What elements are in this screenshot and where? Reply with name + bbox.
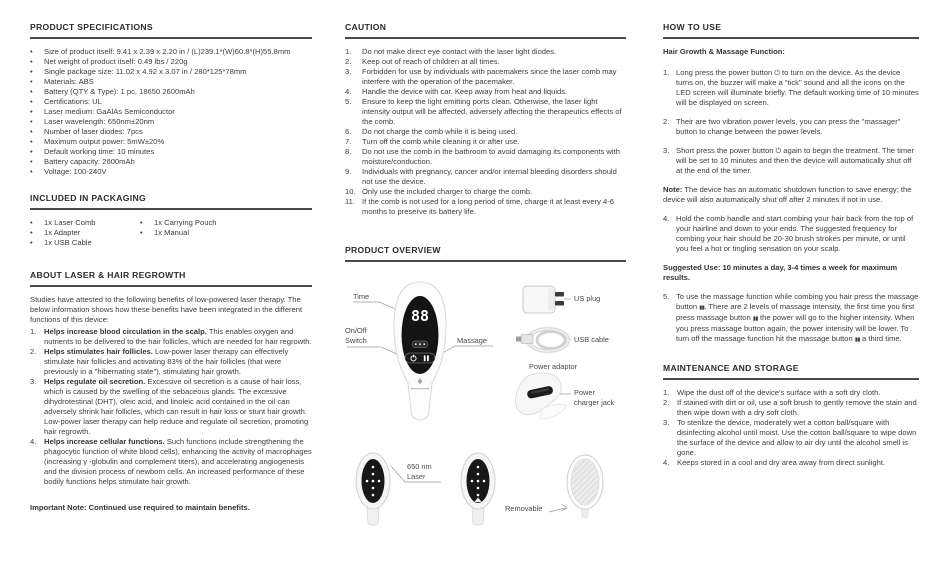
list-item: • Number of laser diodes: 7pcs [30,127,143,136]
us-plug-illustration [523,286,564,313]
list-item: 2. If stained with dirt or oil, use a soft brush to gently remove the stain and then wipe down with a dry soft cloth. [663,398,917,417]
list-item: • Maximum output power: 5mW±20% [30,137,165,146]
section-heading: PRODUCT SPECIFICATIONS [30,22,312,39]
caution-list [345,47,626,217]
list-item: 10. Only use the included charger to charge the comb. [345,187,533,196]
list-item: 11. If the comb is not used for a long period of time, charge it at least every 4-6 months to preserve its battery life. [345,197,614,216]
section-heading: CAUTION [345,22,626,39]
list-item: 4. Handle the device with car. Keep away from heat and liquids. [345,87,568,96]
packaging-list-2 [140,218,216,248]
power-jack-illustration [516,373,567,419]
how-to-use-section [663,22,919,345]
list-item: 3. To sterilize the device, moderately wet a cotton ball/square with disinfecting alcohol until moist. Use the cotton ball/square to wipe down the surface of the device and allow to air dry until the alcohol smell is gone. [663,418,917,457]
label-power-adaptor: Power adaptor [529,362,578,371]
list-item: • 1x Manual [140,228,190,237]
list-item: 4. Keeps stored in a cool and dry area away from direct sunlight. [663,458,886,467]
packaging-lists [30,218,312,248]
product-overview-diagram [345,270,626,562]
list-item: • Size of product itself: 9.41 x 2.39 x 2.20 in / (L)239.1*(W)60.8*(H)55.8mm [30,47,291,56]
section-heading: INCLUDED IN PACKAGING [30,193,312,210]
massage-icon: ▮▮ [699,304,705,311]
list-item: 2. Keep out of reach of children at all times. [345,57,500,66]
list-item: • Net weight of product itself: 0.49 lbs / 220g [30,57,188,66]
list-item: 9. Individuals with pregnancy, cancer and/or internal bleeding disorders should not use the device. [345,167,617,186]
product-specifications-section [30,22,312,177]
list-item: • 1x USB Cable [30,238,92,247]
massage-icon: ▮▮ [854,336,860,343]
label-onoff-switch: On/Off Switch [345,326,367,345]
list-item: 1. Helps increase blood circulation in the scalp. This enables oxygen and nutrients to be delivered to the hair follicles, which are needed for hair regrowth. [30,327,312,346]
important-note: Important Note: Continued use required to maintain benefits. [30,503,250,512]
list-item: • Laser medium: GaAlAs Semiconductor [30,107,175,116]
display-digits: 88 [410,307,430,325]
maintenance-section [663,363,919,468]
howto-steps [663,68,919,345]
product-overview-section [345,245,626,562]
list-item: • Materials: ABS [30,77,94,86]
label-650nm-laser: 650 nm Laser [407,462,432,481]
power-icon: ⏻ [775,147,782,155]
list-item: 1. Do not make direct eye contact with the laser light diodes. [345,47,557,56]
massage-icon: ▮▮ [752,315,758,322]
section-heading: HOW TO USE [663,22,919,39]
caution-section [345,22,626,217]
maintenance-list [663,388,919,468]
diagram-artwork [345,270,626,562]
packaging-list-1 [30,218,122,248]
list-item: 3. Forbidden for use by individuals with pacemakers since the laser comb may interfere with the operation of the pacemaker. [345,67,617,86]
howto-step: 4. Hold the comb handle and start combing your hair back from the top of your hairline and down to your ends. The suggested frequency for combing your hair should be 20-30 brush strokes per minute, or until you feel a hot or tingling sensation on your scalp. [663,214,914,253]
list-item: 4. Helps increase cellular functions. Such functions include strengthening the phagocytic function of white blood cells), enhancing the activity of macrophages (increasing γ -globulin and complement titers), and accelerating angiogenesis and the division process of newborn cells. An increased performance of these bodily functions helps stimulate hair growth. [30,437,312,486]
list-item: 1. Wipe the dust off of the device's surface with a soft dry cloth. [663,388,881,397]
section-heading: MAINTENANCE AND STORAGE [663,363,919,380]
list-item: • 1x Adapter [30,228,81,237]
list-item: 2. Helps stimulates hair follicles. Low-power laser therapy can effectively stimulate hair follicles and activating 83% of the hair follicles (that were previously in a "hibernating state"), stimulating hair growth. [30,347,289,376]
list-item: • Battery (QTY & Type): 1 pc, 18650 2600mAh [30,87,195,96]
laser-comb-illustration [394,282,446,420]
list-item: • Single package size: 11.02 x 4.92 x 3.07 in / 280*125*78mm [30,67,247,76]
list-item: • Laser wavelength: 650nm±20nm [30,117,155,126]
howto-note: Note: The device has an automatic shutdown function to save energy; the device will also automatically shut off after 2 minutes if not in use. [663,185,912,204]
label-usb-cable: USB cable [574,335,609,344]
right-column [663,22,919,468]
list-item: • Default working time: 10 minutes [30,147,155,156]
usb-cable-illustration [516,329,568,351]
label-time: Time [353,292,370,301]
list-item: 7. Turn off the comb while cleaning it or after use. [345,137,520,146]
howto-step: 5. To use the massage function while combing you hair press the massage button ▮▮. There are 2 levels of massage intensity, the first time you first press massage button ▮▮ the power will go to the higher intensity. When you press massage button again, the power intensity will be lower. To turn off the massage function hit the massage button ▮▮ a third time. [663,292,919,343]
label-us-plug: US plug [574,294,601,303]
about-list [30,327,312,487]
list-item: • Voltage: 100-240V [30,167,107,176]
list-item: • 1x Laser Comb [30,218,96,227]
howto-step: 1. Long press the power button ⏻ to turn on the device. As the device turns on, the buzzer will make a "tick" sound and all the icons on the LED screen will illuminate briefly. The default working time of 10 minutes will be displayed on screen. [663,68,919,107]
list-item: 8. Do not use the comb in the bathroom to avoid damaging its components with moisture/conduction. [345,147,620,166]
head-without-pad-illustration [461,453,495,525]
about-laser-section [30,270,312,513]
included-in-packaging-section [30,193,312,248]
control-pill-button [405,353,435,363]
middle-column [345,22,626,562]
howto-step: 2. Their are two vibration power levels, you can press the "massager" button to change between the power levels. [663,117,901,136]
label-power-charger-jack: Power charger jack [574,388,615,407]
list-item: 6. Do not charge the comb while it is being used. [345,127,518,136]
removable-pad-illustration [567,455,603,518]
howto-step: 3. Short press the power button ⏻ again to begin the treatment. The timer will be set to 10 minutes and then the device will automatically shut off at the end of the timer. [663,146,914,175]
list-item: 3. Helps regulate oil secretion. Excessive oil secretion is a cause of hair loss, which is caused by the swelling of the sebaceous glands. The excessive dihydrotestinal (DHT), oleic acid, and linoleic acid contained in the oil can adversely shrink hair follicles, which can result in hair loss or stunt hair growth. Low-power laser therapy can help reduce and regulate oil secretion, promoting hair regrowth. [30,377,309,436]
laser-head-illustration [356,453,390,525]
left-column [30,22,312,521]
list-item: 5. Ensure to keep the light emitting ports clean. Otherwise, the laser light intensity output will be affected, adversely affecting the therapeutics effects of the comb. [345,97,622,126]
about-intro: Studies have attested to the following benefits of low-powered laser therapy. The below information shows how these benefits have been integrated in the different functions of this device: [30,295,303,324]
section-heading: PRODUCT OVERVIEW [345,245,626,262]
section-heading: ABOUT LASER & HAIR REGROWTH [30,270,312,287]
label-massage: Massage [457,336,487,345]
list-item: • Certifications: UL [30,97,102,106]
list-item: • 1x Carrying Pouch [140,218,217,227]
specs-list [30,47,312,177]
howto-note: Suggested Use: 10 minutes a day, 3-4 times a week for maximum results. [663,263,898,282]
label-removable: Removable [505,504,543,513]
list-item: • Battery capacity: 2600mAh [30,157,135,166]
howto-subheading: Hair Growth & Massage Function: [663,47,785,56]
power-icon: ⏻ [774,69,780,77]
